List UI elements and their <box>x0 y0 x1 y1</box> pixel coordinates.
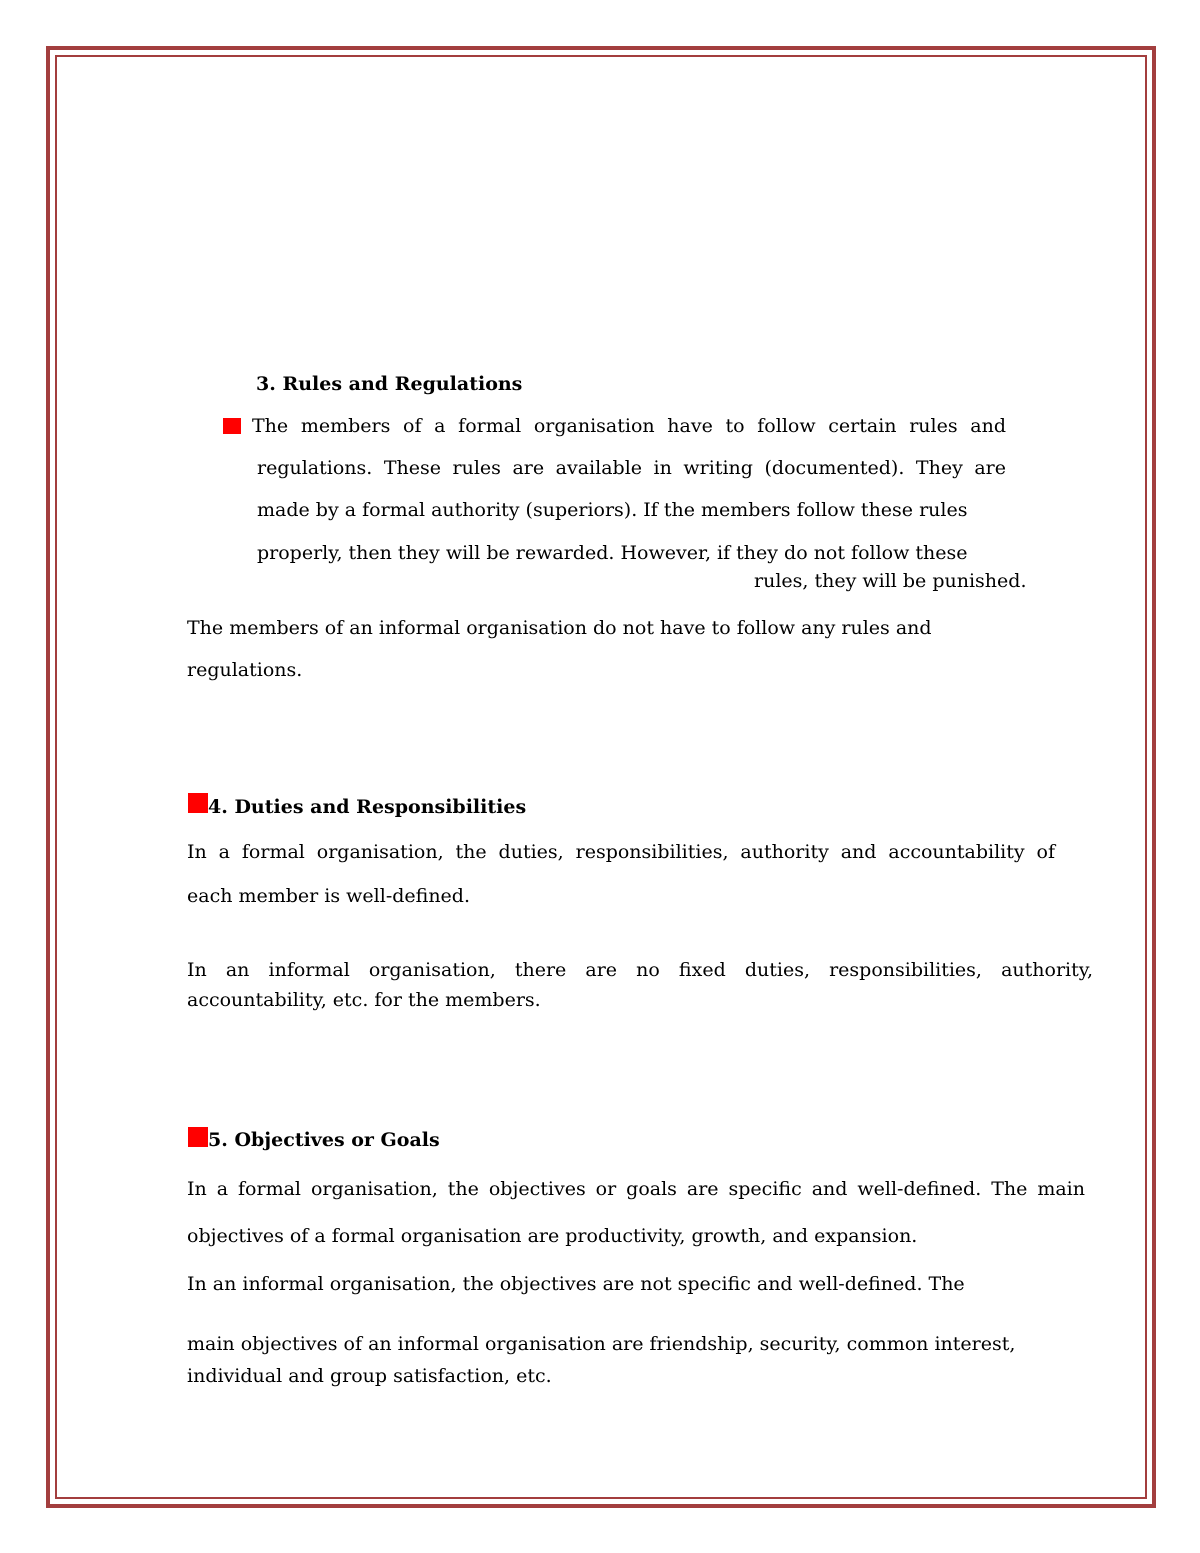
bullet-square-icon <box>188 793 208 813</box>
section-3-informal-line-2: regulations. <box>187 659 303 681</box>
bullet-square-icon <box>188 1127 208 1147</box>
section-3-bullet-line-3: made by a formal authority (superiors). If the members follow these rules <box>257 499 968 521</box>
section-3-bullet-line-2: regulations. These rules are available in writing (documented). They are <box>257 457 1006 479</box>
bullet-square-icon <box>223 418 241 434</box>
section-4-heading: 4. Duties and Responsibilities <box>208 796 527 818</box>
section-3-bullet-line-1: The members of a formal organisation have to follow certain rules and <box>252 415 1006 437</box>
section-3-bullet-line-4: properly, then they will be rewarded. However, if they do not follow these <box>257 542 968 564</box>
section-4-formal-line-1: In a formal organisation, the duties, responsibilities, authority and accountability of <box>187 841 1055 863</box>
section-5-informal-line-3: individual and group satisfaction, etc. <box>187 1365 552 1387</box>
section-3-bullet-line-5: rules, they will be punished. <box>754 570 1027 592</box>
section-5-formal-line-1: In a formal organisation, the objectives or goals are specific and well-defined. The main <box>187 1178 1085 1200</box>
section-5-heading: 5. Objectives or Goals <box>208 1129 440 1151</box>
section-3-informal-line-1: The members of an informal organisation do not have to follow any rules and <box>187 617 932 639</box>
section-4-formal-line-2: each member is well-defined. <box>187 885 471 907</box>
section-5-informal-line-1: In an informal organisation, the objectives are not specific and well-defined. The <box>187 1273 965 1295</box>
section-4-informal-line-2: accountability, etc. for the members. <box>187 989 541 1011</box>
section-5-formal-line-2: objectives of a formal organisation are productivity, growth, and expansion. <box>187 1225 918 1247</box>
section-3-heading: 3. Rules and Regulations <box>256 373 523 395</box>
section-5-informal-line-2: main objectives of an informal organisation are friendship, security, common interest, <box>187 1333 1016 1355</box>
section-4-informal-line-1: In an informal organisation, there are no fixed duties, responsibilities, authority, <box>187 959 1093 981</box>
